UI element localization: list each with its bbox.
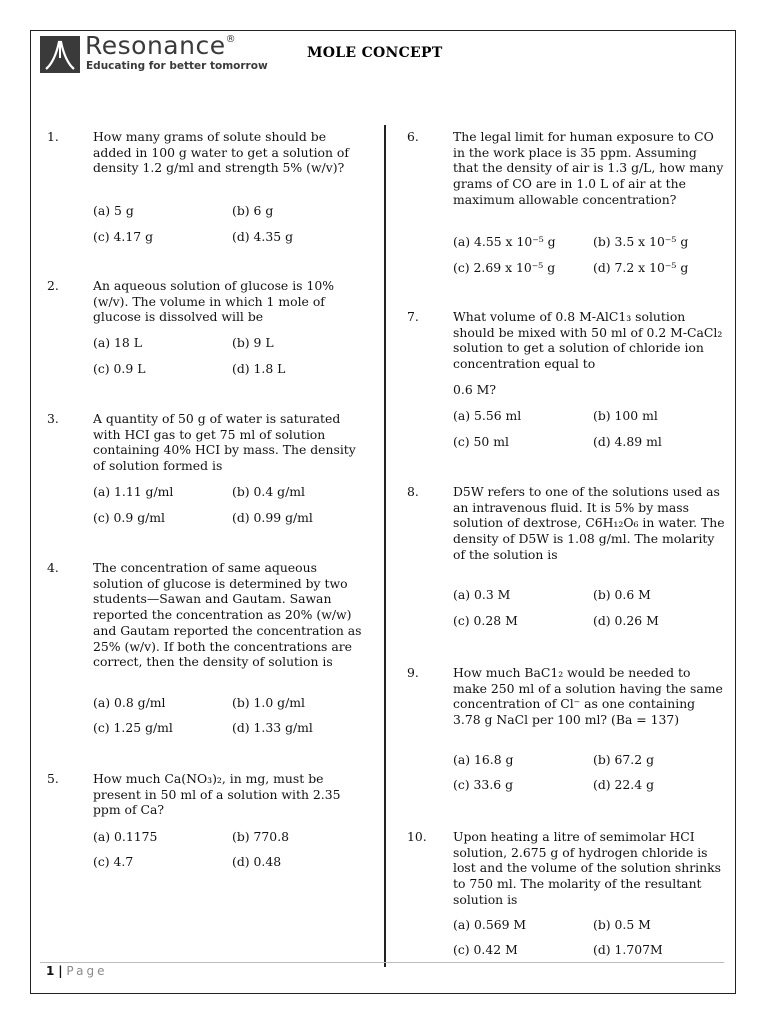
question-text: An aqueous solution of glucose is 10% (w/v). The volume in which 1 mole of glucose is dissolved will be [93, 278, 335, 325]
footer-divider [40, 962, 724, 963]
option-c: (c) 4.17 g [93, 229, 154, 244]
option-a: (a) 16.8 g [453, 752, 514, 767]
option-b: (b) 1.0 g/ml [232, 695, 306, 710]
question-number: 3. [47, 411, 59, 426]
option-d: (d) 4.35 g [232, 229, 293, 244]
option-d: (d) 4.89 ml [593, 434, 662, 449]
option-b: (b) 3.5 x 10⁻⁵ g [593, 234, 689, 249]
brand-tagline: Educating for better tomorrow [86, 60, 268, 72]
document-title: MOLE CONCEPT [307, 45, 443, 61]
option-d: (d) 1.707M [593, 942, 663, 957]
option-a: (a) 0.8 g/ml [93, 695, 166, 710]
question-text: Upon heating a litre of semimolar HCI solution, 2.675 g of hydrogen chloride is lost and the volume of the solution shrinks to 750 ml. The molarity of the resultant solution is [453, 829, 721, 907]
option-b: (b) 6 g [232, 203, 274, 218]
option-b: (b) 770.8 [232, 829, 290, 844]
option-d: (d) 0.48 [232, 854, 282, 869]
option-b: (b) 0.4 g/ml [232, 484, 306, 499]
option-a: (a) 1.11 g/ml [93, 484, 174, 499]
option-b: (b) 100 ml [593, 408, 658, 423]
option-c: (c) 0.28 M [453, 613, 518, 628]
option-c: (c) 2.69 x 10⁻⁵ g [453, 260, 556, 275]
option-c: (c) 50 ml [453, 434, 509, 449]
column-divider [384, 125, 386, 967]
option-c: (c) 0.42 M [453, 942, 518, 957]
option-a: (a) 18 L [93, 335, 142, 350]
option-c: (c) 0.9 g/ml [93, 510, 166, 525]
question-number: 6. [407, 129, 419, 144]
question-text: How much BaC1₂ would be needed to make 250 ml of a solution having the same concentration of Cl⁻ as one containing 3.78 g NaCl per 100 ml? (Ba = 137) [453, 665, 723, 728]
option-a: (a) 0.1175 [93, 829, 158, 844]
question-number: 10. [407, 829, 427, 844]
question-number: 9. [407, 665, 419, 680]
option-a: (a) 0.569 M [453, 917, 527, 932]
option-d: (d) 1.33 g/ml [232, 720, 313, 735]
footer-separator: | [58, 964, 63, 978]
option-b: (b) 9 L [232, 335, 274, 350]
question-text: How many grams of solute should be added in 100 g water to get a solution of density 1.2 g/ml and strength 5% (w/v)? [93, 129, 349, 176]
question-number: 4. [47, 560, 59, 575]
question-text: The legal limit for human exposure to CO in the work place is 35 ppm. Assuming that the density of air is 1.3 g/L, how many grams of CO are in 1.0 L of air at the maximum allowable concentration? [453, 129, 724, 207]
option-d: (d) 0.99 g/ml [232, 510, 313, 525]
option-a: (a) 0.3 M [453, 587, 511, 602]
option-c: (c) 1.25 g/ml [93, 720, 173, 735]
question-text: What volume of 0.8 M-AlC1₃ solution should be mixed with 50 ml of 0.2 M-CaCl₂ solution to get a solution of chloride ion concentration equal to [453, 309, 723, 372]
option-b: (b) 67.2 g [593, 752, 654, 767]
option-c: (c) 0.9 L [93, 361, 146, 376]
option-c: (c) 4.7 [93, 854, 134, 869]
option-a: (a) 4.55 x 10⁻⁵ g [453, 234, 556, 249]
question-number: 5. [47, 771, 59, 786]
option-b: (b) 0.6 M [593, 587, 651, 602]
option-a: (a) 5 g [93, 203, 134, 218]
question-text: D5W refers to one of the solutions used as an intravenous fluid. It is 5% by mass solution of dextrose, C6H₁₂O₆ in water. The density of D5W is 1.08 g/ml. The molarity of the solution is [453, 484, 725, 562]
option-d: (d) 1.8 L [232, 361, 286, 376]
page-footer [46, 964, 107, 978]
option-b: (b) 0.5 M [593, 917, 651, 932]
brand-name: Resonance® [85, 31, 237, 60]
question-text: How much Ca(NO₃)₂, in mg, must be present in 50 ml of a solution with 2.35 ppm of Ca? [93, 771, 341, 818]
question-text: The concentration of same aqueous solution of glucose is determined by two students—Sawan and Gautam. Sawan reported the concentration as 20% (w/w) and Gautam reported the concentration as 25% (w/v). If both the concentrations are correct, then the density of solution is [93, 560, 362, 670]
resonance-logo-icon [40, 36, 80, 73]
page-label: Page [66, 964, 108, 978]
question-text: A quantity of 50 g of water is saturated with HCI gas to get 75 ml of solution containing 40% HCI by mass. The density of solution formed is [93, 411, 356, 474]
page-number: 1 [46, 964, 55, 978]
question-number: 8. [407, 484, 419, 499]
option-d: (d) 7.2 x 10⁻⁵ g [593, 260, 689, 275]
question-number: 2. [47, 278, 59, 293]
option-d: (d) 0.26 M [593, 613, 659, 628]
question-number: 7. [407, 309, 419, 324]
question-number: 1. [47, 129, 59, 144]
option-a: (a) 5.56 ml [453, 408, 522, 423]
option-d: (d) 22.4 g [593, 777, 654, 792]
question-continuation: 0.6 M? [453, 382, 496, 397]
option-c: (c) 33.6 g [453, 777, 514, 792]
